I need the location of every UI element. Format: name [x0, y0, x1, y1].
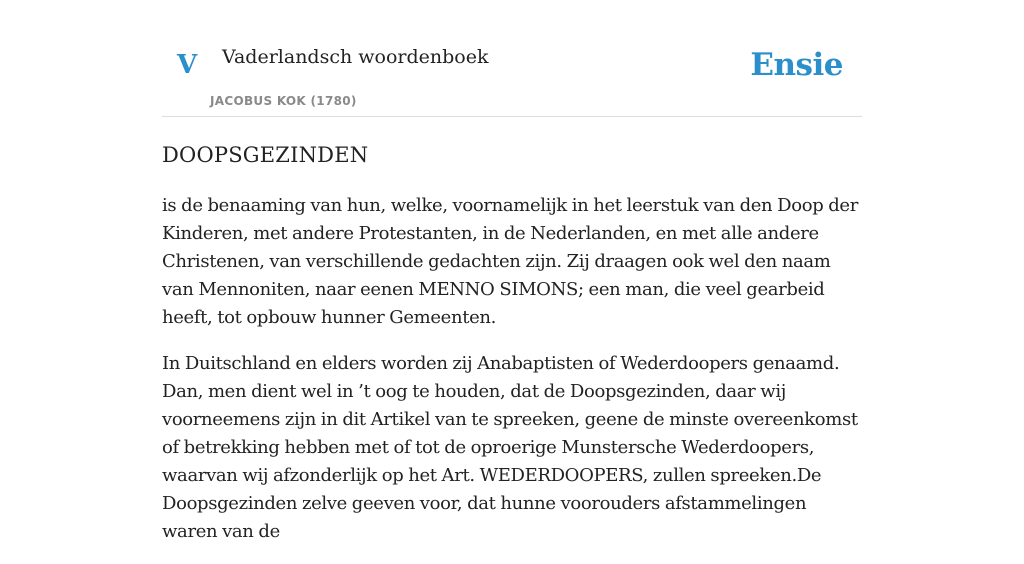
book-letter-icon[interactable]: V [177, 50, 198, 80]
article-body [162, 192, 862, 546]
book-author: JACOBUS KOK (1780) [210, 94, 357, 108]
book-header [162, 0, 862, 117]
article-paragraph-1: is de benaaming van hun, welke, voornamelijk in het leerstuk van den Doop der Kinderen, met andere Protestanten, in de Nederlanden, en met alle andere Christenen, van verschillende gedachten zijn. Zij draagen ook wel den naam van Mennoniten, naar eenen MENNO SIMONS; een man, die veel gearbeid heeft, tot opbouw hunner Gemeenten. [162, 195, 858, 329]
article-card [162, 0, 862, 564]
ensie-logo-link[interactable]: Ensie [750, 47, 843, 83]
article-paragraph-2: In Duitschland en elders worden zij Anabaptisten of Wederdoopers genaamd. Dan, men dient wel in ’t oog te houden, dat de Doopsgezinden, daar wij voorneemens zijn in dit Artikel van te spreeken, geene de minste overeenkomst of betrekking hebben met of tot de oproerige Munstersche Wederdoopers, waarvan wij afzonderlijk op het Art. WEDERDOOPERS, zullen spreeken.De Doopsgezinden zelve geeven voor, dat hunne voorouders afstammelingen waren van de [162, 353, 858, 543]
book-title-link[interactable]: Vaderlandsch woordenboek [222, 46, 489, 68]
headword-title: DOOPSGEZINDEN [162, 143, 369, 167]
